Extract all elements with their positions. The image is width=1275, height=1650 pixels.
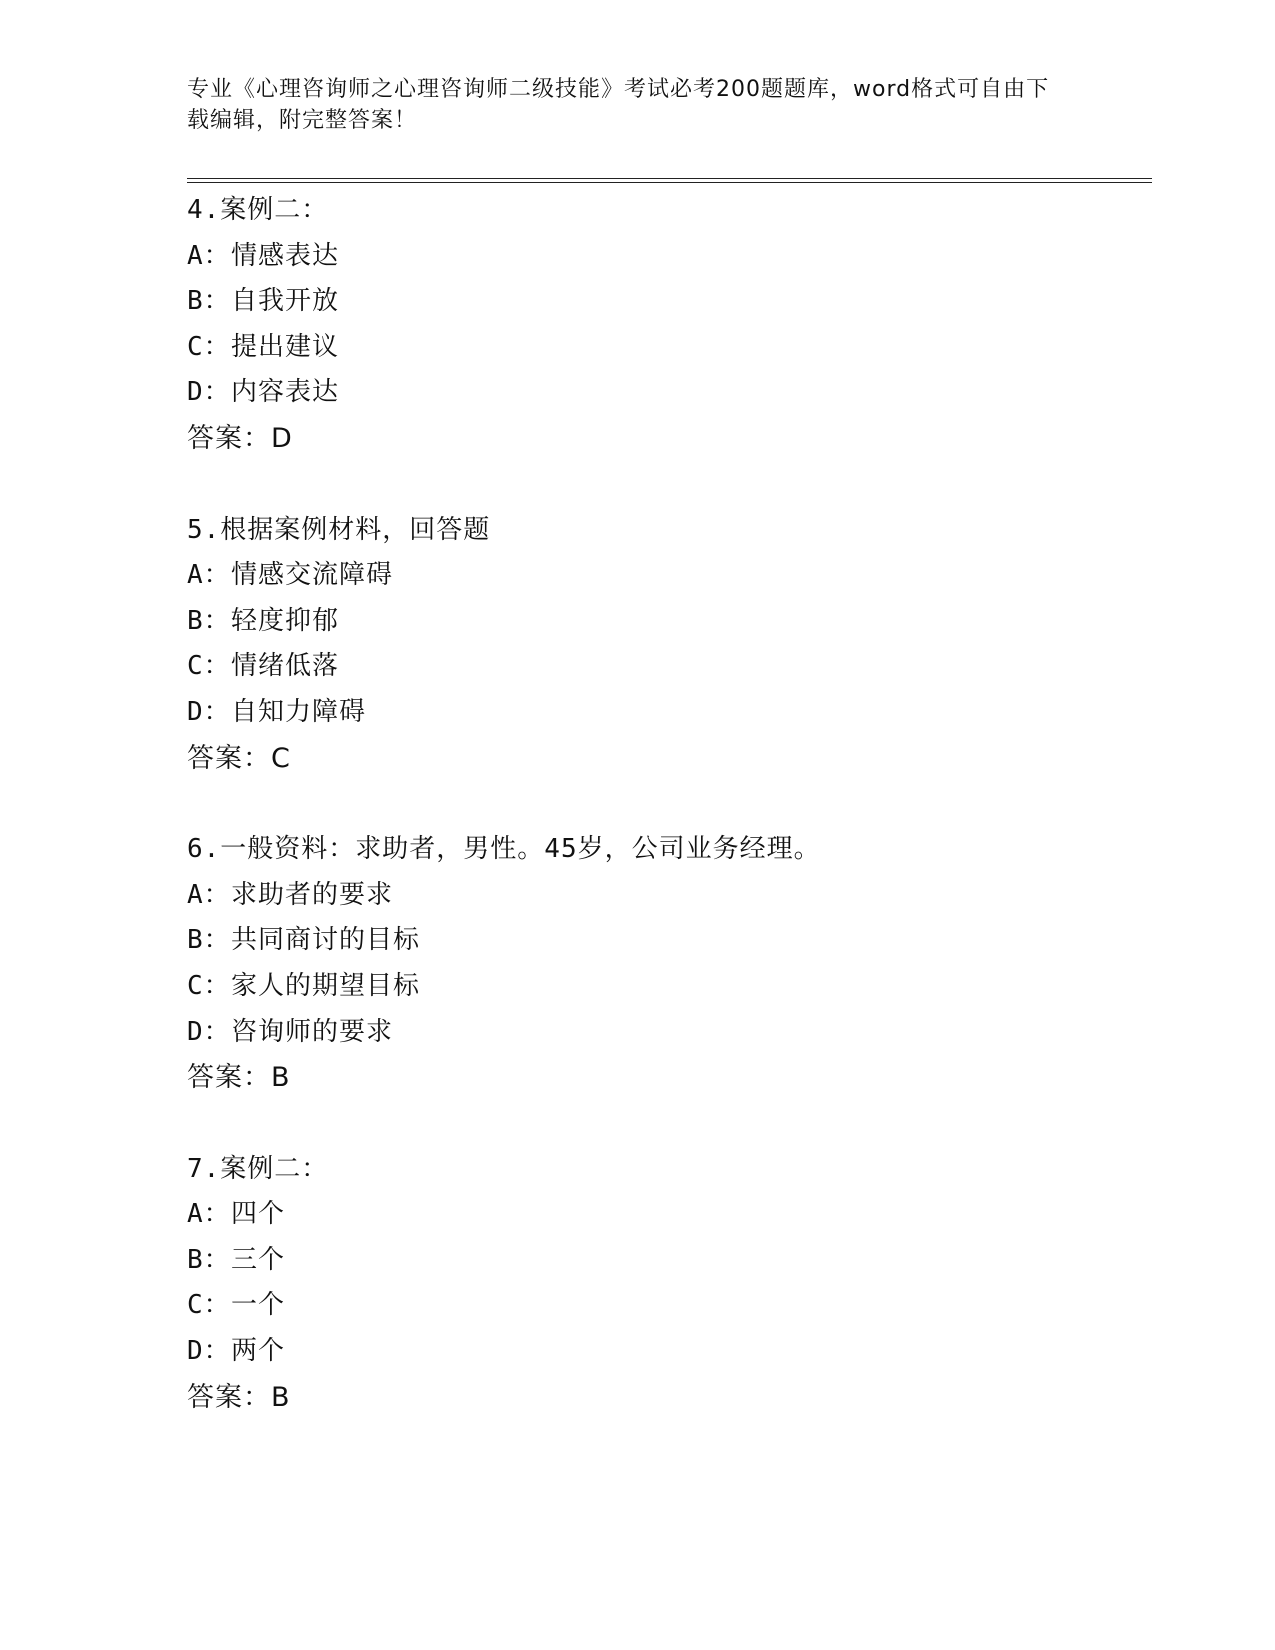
option-b bbox=[187, 599, 1147, 645]
option-a bbox=[187, 553, 1147, 599]
question-list bbox=[187, 188, 1147, 1466]
option-text: 情绪低落 bbox=[231, 651, 340, 682]
option-c bbox=[187, 1283, 1147, 1329]
option-text: 两个 bbox=[231, 1336, 286, 1367]
option-d bbox=[187, 1010, 1147, 1056]
header-divider-bottom bbox=[187, 182, 1152, 183]
option-text: 提出建议 bbox=[231, 331, 340, 362]
option-letter: A： bbox=[187, 240, 231, 271]
option-text: 自知力障碍 bbox=[231, 696, 367, 727]
option-letter: A： bbox=[187, 879, 231, 910]
question-6 bbox=[187, 827, 1147, 1101]
option-text: 四个 bbox=[231, 1199, 286, 1230]
question-stem: 6.一般资料：求助者，男性。45岁，公司业务经理。 bbox=[187, 834, 821, 865]
option-d bbox=[187, 690, 1147, 736]
option-letter: C： bbox=[187, 331, 231, 362]
answer-line: 答案：C bbox=[187, 742, 291, 774]
answer-line: 答案：B bbox=[187, 1062, 291, 1094]
question-stem: 5.根据案例材料，回答题 bbox=[187, 514, 491, 545]
option-letter: C： bbox=[187, 970, 231, 1001]
option-text: 求助者的要求 bbox=[231, 879, 394, 910]
question-stem: 7.案例二： bbox=[187, 1153, 329, 1184]
option-letter: D： bbox=[187, 377, 231, 408]
option-text: 家人的期望目标 bbox=[231, 970, 421, 1001]
option-text: 咨询师的要求 bbox=[231, 1016, 394, 1047]
option-a bbox=[187, 234, 1147, 280]
option-c bbox=[187, 325, 1147, 371]
option-d bbox=[187, 1329, 1147, 1375]
option-d bbox=[187, 370, 1147, 416]
question-5 bbox=[187, 508, 1147, 782]
answer-line: 答案：D bbox=[187, 422, 293, 454]
option-text: 自我开放 bbox=[231, 286, 340, 317]
option-letter: A： bbox=[187, 560, 231, 591]
option-b bbox=[187, 279, 1147, 325]
option-letter: D： bbox=[187, 1336, 231, 1367]
option-letter: D： bbox=[187, 696, 231, 727]
question-stem: 4.案例二： bbox=[187, 195, 329, 225]
option-text: 共同商讨的目标 bbox=[231, 925, 421, 956]
option-b bbox=[187, 1238, 1147, 1284]
option-letter: C： bbox=[187, 1290, 231, 1321]
option-letter: A： bbox=[187, 1199, 231, 1230]
document-header: 专业《心理咨询师之心理咨询师二级技能》考试必考200题题库，word格式可自由下载编辑，附完整答案！ bbox=[187, 77, 1050, 133]
option-text: 内容表达 bbox=[231, 377, 340, 408]
answer-line: 答案：B bbox=[187, 1381, 291, 1413]
question-7 bbox=[187, 1147, 1147, 1421]
header-divider-top bbox=[187, 178, 1152, 179]
option-a bbox=[187, 1192, 1147, 1238]
option-letter: B： bbox=[187, 605, 231, 636]
option-letter: B： bbox=[187, 1244, 231, 1275]
option-text: 情感交流障碍 bbox=[231, 560, 394, 591]
option-c bbox=[187, 964, 1147, 1010]
option-text: 情感表达 bbox=[231, 240, 340, 271]
option-text: 三个 bbox=[231, 1244, 286, 1275]
option-b bbox=[187, 918, 1147, 964]
option-text: 一个 bbox=[231, 1290, 286, 1321]
question-4 bbox=[187, 188, 1147, 462]
option-c bbox=[187, 644, 1147, 690]
option-letter: B： bbox=[187, 286, 231, 317]
option-letter: D： bbox=[187, 1016, 231, 1047]
option-text: 轻度抑郁 bbox=[231, 605, 340, 636]
option-letter: B： bbox=[187, 925, 231, 956]
option-a bbox=[187, 873, 1147, 919]
option-letter: C： bbox=[187, 651, 231, 682]
